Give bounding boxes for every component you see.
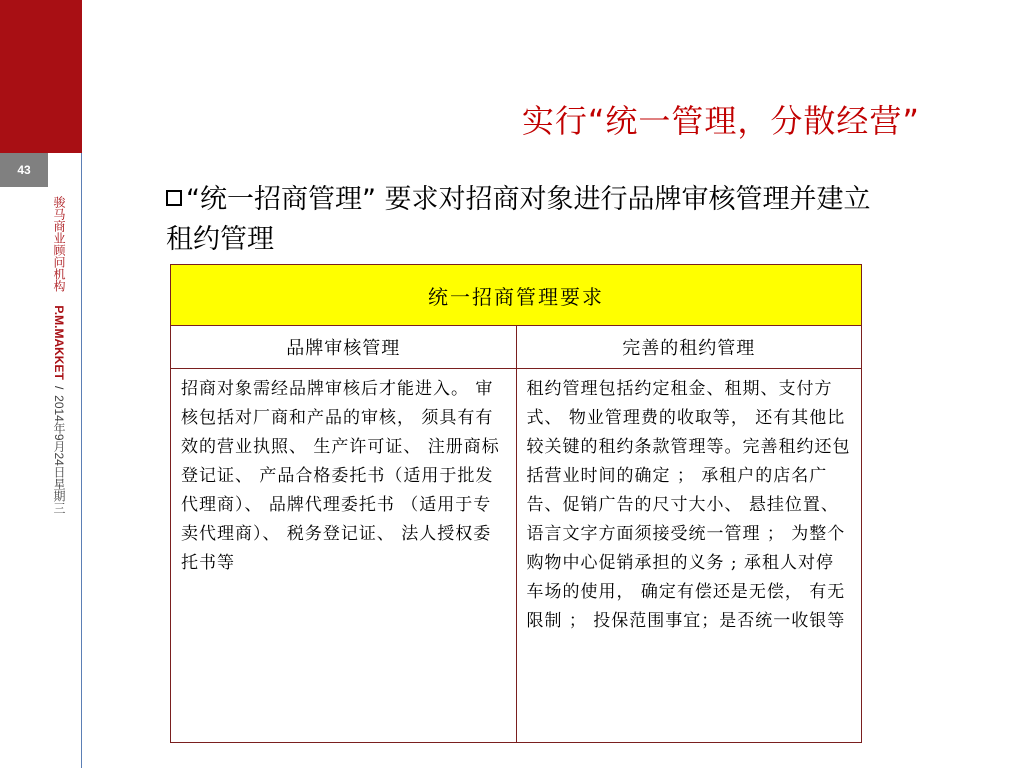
table-header: 统一招商管理要求 xyxy=(171,265,862,326)
page-number: 43 xyxy=(0,153,48,187)
cell-lease-management: 租约管理包括约定租金、租期、支付方式、 物业管理费的收取等， 还有其他比较关键的租约条款管理等。完善租约还包括营业时间的确定 ； 承租户的店名广告、促销广告的尺寸大小、 悬挂位置、 语言文字方面须接受统一管理 ； 为整个购物中心促销承担的义务 ; 承租人对停车场的使用， 确定有偿还是无偿， 有无限制 ； 投保范围事宜；是否统一收银等 xyxy=(516,369,862,743)
checkbox-bullet-icon xyxy=(166,190,182,206)
column-header-lease-management: 完善的租约管理 xyxy=(516,326,862,369)
bullet-text: “统一招商管理” 要求对招商对象进行品牌审核管理并建立租约管理 xyxy=(166,184,871,255)
sidebar-caption xyxy=(48,196,70,514)
sidebar-org: 骏马商业顾问机构 xyxy=(52,196,66,292)
cell-brand-review: 招商对象需经品牌审核后才能进入。 审核包括对厂商和产品的审核， 须具有有效的营业执照、 生产许可证、 注册商标登记证、 产品合格委托书（适用于批发代理商）、 品牌代理委托书 （适用于专卖代理商）、 税务登记证、 法人授权委托书等 xyxy=(171,369,517,743)
sidebar-date: 2014年9月24日星期三 xyxy=(52,395,66,514)
bullet-point xyxy=(166,180,886,260)
requirements-table xyxy=(170,264,862,743)
sidebar-divider-blue xyxy=(81,153,82,768)
slide-title: 实行“统一管理，分散经营” xyxy=(521,102,920,140)
sidebar-brand: P.M.MAKKET xyxy=(52,305,66,380)
column-header-brand-review: 品牌审核管理 xyxy=(171,326,517,369)
sidebar-divider-red xyxy=(80,0,82,153)
sidebar-red-block xyxy=(0,0,80,153)
sidebar-separator: / xyxy=(52,385,66,390)
